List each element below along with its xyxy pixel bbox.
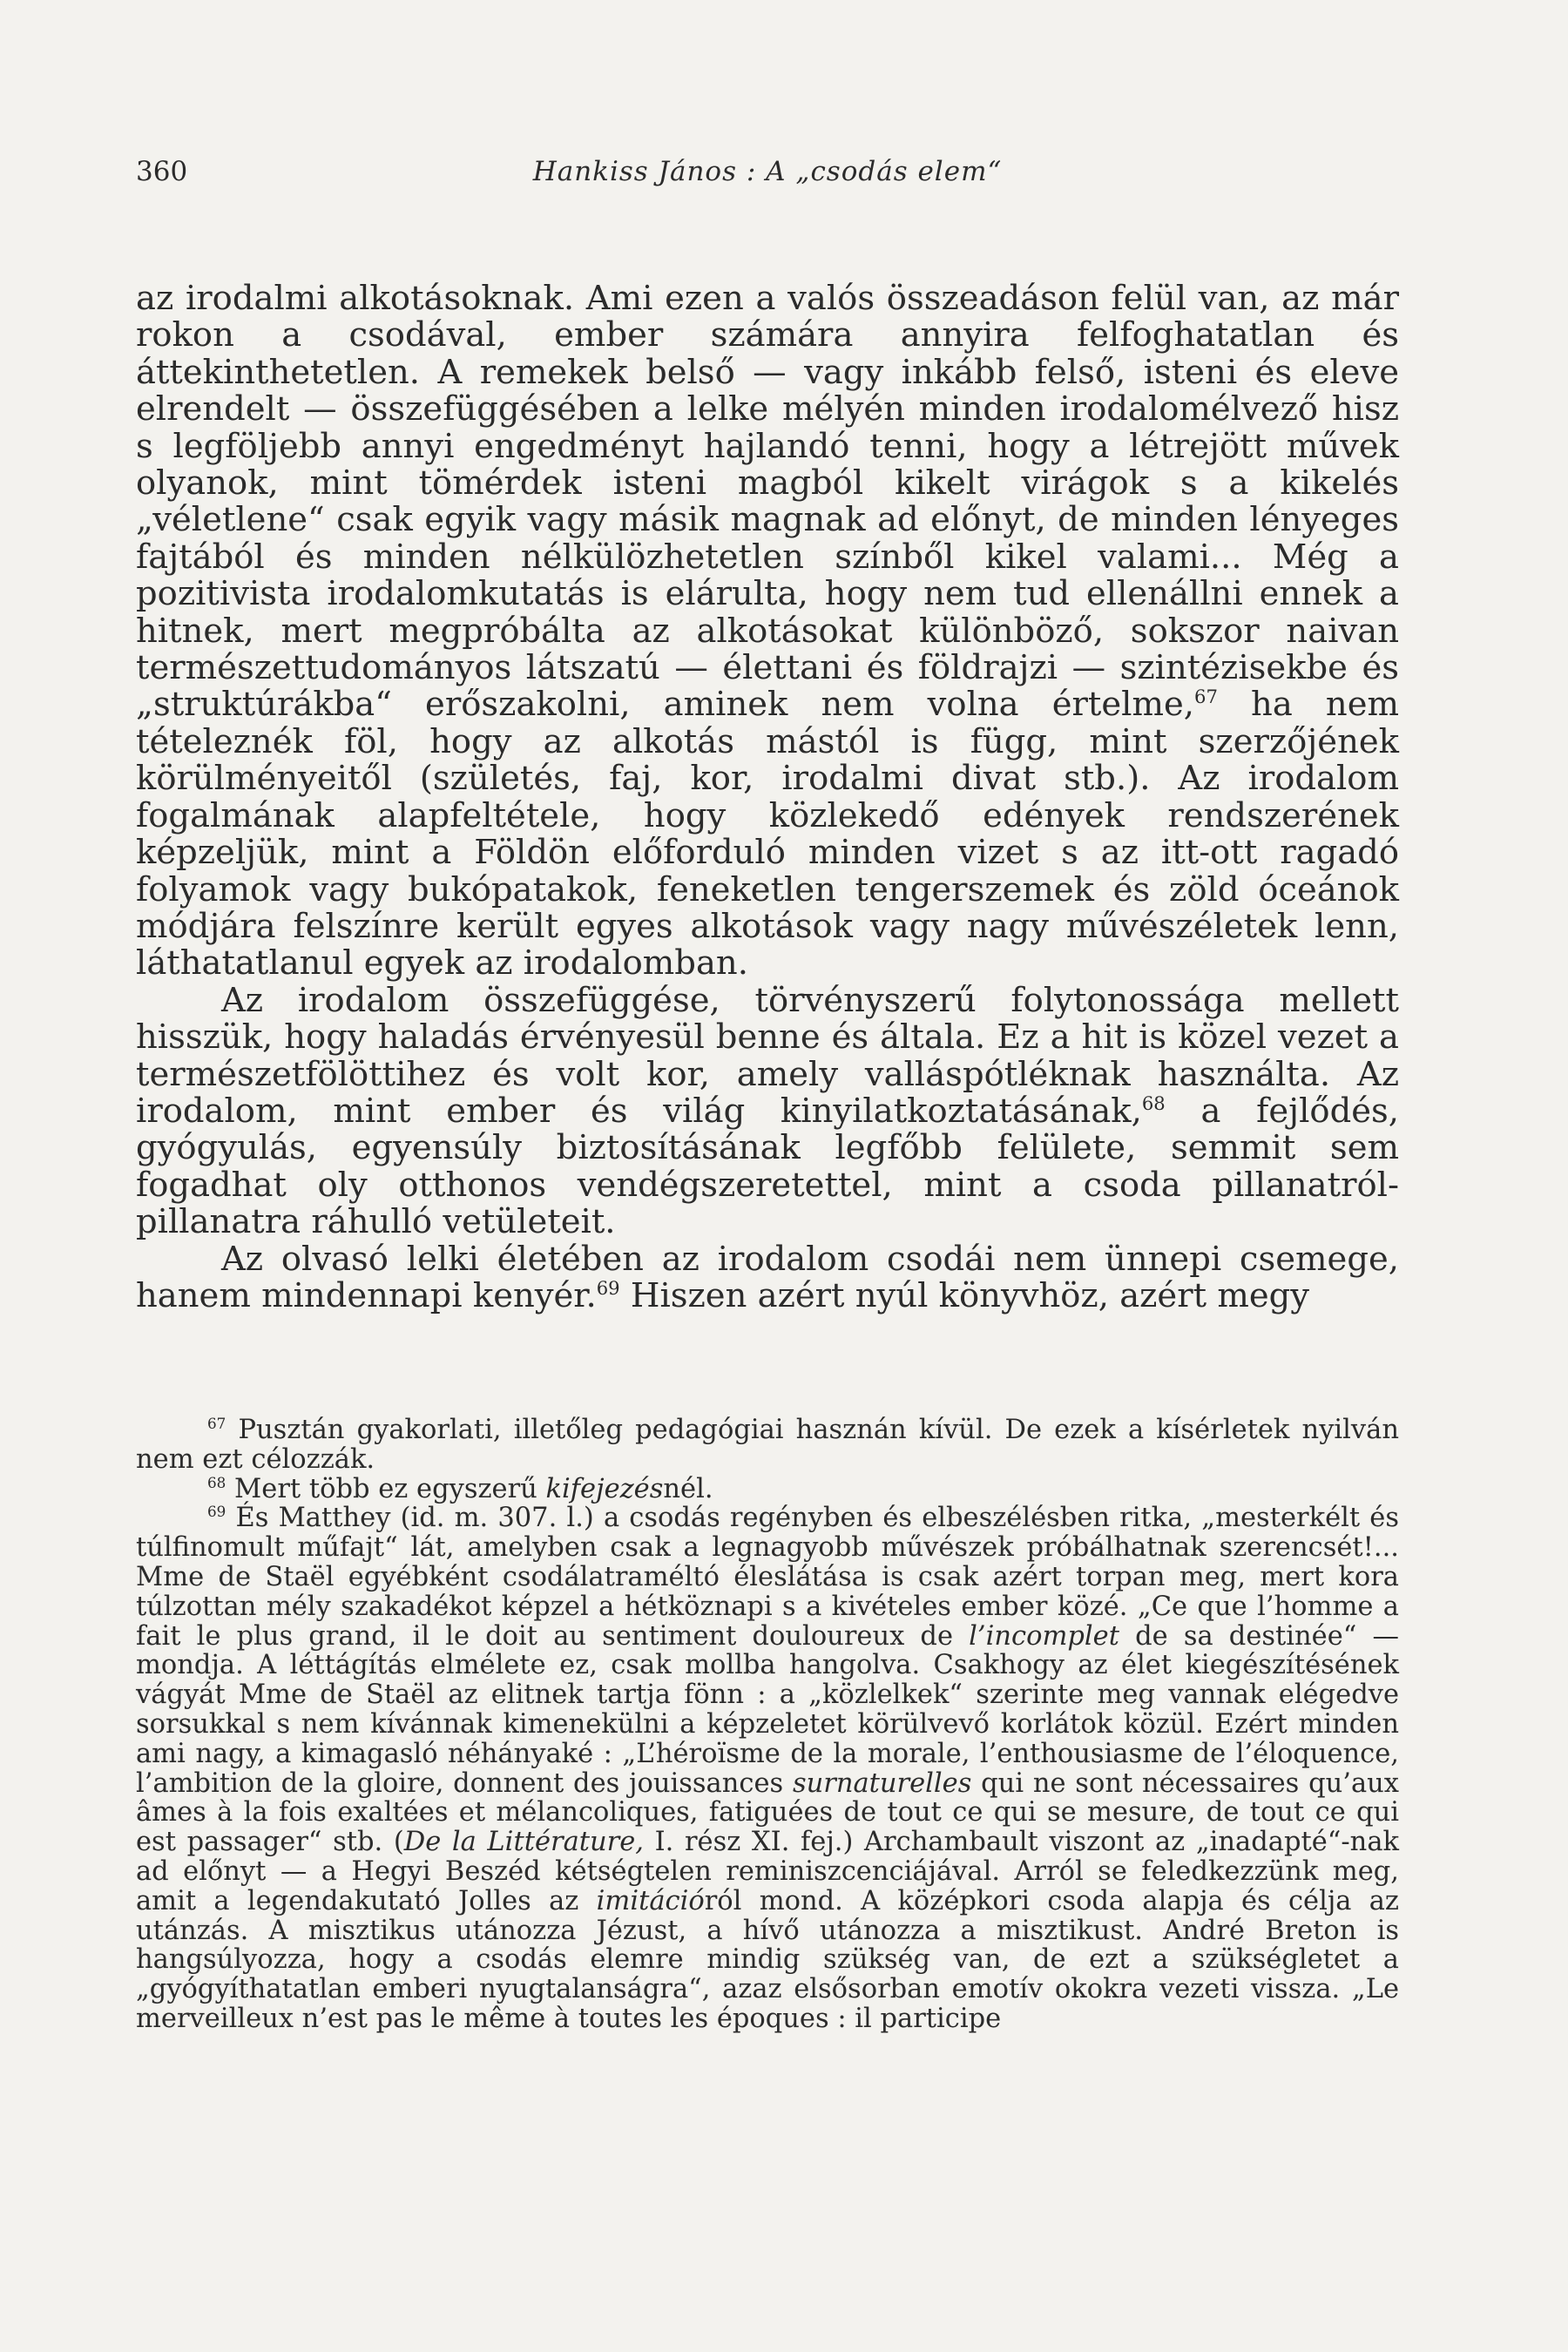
paragraph-1-part-a: az irodalmi alkotásoknak. Ami ezen a valós összeadáson felül van, az már rokon a csodával, ember számára annyira felfoghatatlan és áttekinthetetlen. A remekek belső — vagy inkább felső, isteni és eleve elrendelt — összefüggésében a lelke mélyén minden irodalomélvező hisz s legföljebb annyi engedményt hajlandó tenni, hogy a létrejött művek olyanok, mint tömérdek isteni magból kikelt virágok s a kikelés „véletlene“ csak egyik vagy másik magnak ad előnyt, de minden lényeges fajtából és minden nélkülözhetetlen színből kikel valami... Még a pozitivista irodalomkutatás is elárulta, hogy nem tud ellenállni ennek a hitnek, mert megpróbálta az alkotásokat különböző, sokszor naivan természettudományos látszatú — élettani és földrajzi — szintézisekbe és „struktúrákba“ erőszakolni, aminek nem volna értelme, xyxy=(136,279,1399,725)
footnote-69-italic-2: surnaturelles xyxy=(792,1767,972,1799)
footnote-67-number: 67 xyxy=(207,1414,226,1432)
paragraph-3 xyxy=(136,1241,1399,1315)
footnote-ref-69: 69 xyxy=(596,1277,620,1300)
footnote-69-italic-4: imitáció xyxy=(596,1885,705,1916)
footnote-69-text-3: qui ne sont nécessaires qu’aux âmes à la fois exaltées et mélancoliques, fatiguées de tout ce qui se mesure, de tout ce qui est passager“ stb. ( xyxy=(136,1767,1399,1858)
footnote-69 xyxy=(136,1504,1399,2033)
main-text xyxy=(136,280,1399,1315)
page-number: 360 xyxy=(136,156,188,187)
footnote-69-italic-1: l’incomplet xyxy=(969,1620,1119,1652)
paragraph-2-part-b: a fejlődés, gyógyulás, egyensúly biztosításának legfőbb felülete, semmit sem fogadhat oly otthonos vendégszeretettel, mint a csoda pillanatról-pillanatra ráhulló vetületeit. xyxy=(136,1091,1399,1242)
footnote-ref-68: 68 xyxy=(1141,1092,1166,1115)
footnote-69-text-4: I. rész XI. fej.) Archambault viszont az „inadapté“-nak ad előnyt — a Hegyi Beszéd kétségtelen reminiszcenciájával. Arról se feledkezzünk meg, amit a legendakutató Jolles az xyxy=(136,1827,1399,1916)
paragraph-1-part-b: ha nem tételeznék föl, hogy az alkotás mástól is függ, mint szerzőjének körülményeitől (születés, faj, kor, irodalmi divat stb.). Az irodalom fogalmának alapfeltétele, hogy közlekedő edények rendszerének képzeljük, mint a Földön előforduló minden vizet s az itt-ott ragadó folyamok vagy bukópatakok, feneketlen tengerszemek és zöld óceánok módjára felszínre került egyes alkotások vagy nagy művészéletek lenn, láthatatlanul egyek az irodalomban. xyxy=(136,685,1399,983)
paragraph-2 xyxy=(136,980,1399,1242)
footnote-69-text-5: ról mond. A középkori csoda alapja és célja az utánzás. A misztikus utánozza Jézust, a hívő utánozza a misztikust. André Breton is hangsúlyozza, hogy a csodás elemre mindig szükség van, de ezt a szükségletet a „gyógyíthatatlan emberi nyugtalanságra“, azaz elsősorban emotív okokra vezeti vissza. „Le merveilleux n’est pas le même à toutes les époques : il participe xyxy=(136,1885,1400,2034)
footnote-67 xyxy=(136,1416,1399,1475)
footnote-ref-67: 67 xyxy=(1194,686,1218,708)
footnote-68-text-2: nél. xyxy=(663,1473,713,1504)
footnote-69-italic-3: De la Littérature, xyxy=(403,1827,644,1858)
footnote-67-text: Pusztán gyakorlati, illetőleg pedagógiai hasznán kívül. De ezek a kísérletek nyilván nem ezt célozzák. xyxy=(136,1415,1399,1475)
footnote-68-text-1: Mert több ez egyszerű xyxy=(226,1473,546,1504)
footnote-69-text-2: de sa destinée“ — mondja. A léttágítás elmélete ez, csak mollba hangolva. Csakhogy az élet kiegészítésének vágyát Mme de Staël az elitnek tartja fönn : a „közlelkek“ szerinte meg vannak elégedve sorsukkal s nem kívánnak kimenekülni a képzeletet körülvevő korlátok közül. Ezért minden ami nagy, a kimagasló néhányaké : „L’héroïsme de la morale, l’enthousiasme de l’éloquence, l’ambition de la gloire, donnent des jouissances xyxy=(136,1620,1400,1799)
paragraph-3-part-b: Hiszen azért nyúl könyvhöz, azért megy xyxy=(619,1275,1310,1315)
footnote-69-text-1: És Matthey (id. m. 307. l.) a csodás regényben és elbeszélésben ritka, „mesterkélt és túlfinomult műfajt“ lát, amelyben csak a legnagyobb művészek próbálhatnak szerencsét!... Mme de Staël egyébként csodálatraméltó éleslátása is csak azért torpan meg, mert kora túlzottan mély szakadékot képzel a hétköznapi s a kivételes ember közé. „Ce que l’homme a fait le plus grand, il le doit au sentiment douloureux de xyxy=(136,1503,1399,1652)
footnote-68 xyxy=(136,1475,1399,1504)
footnotes xyxy=(136,1416,1399,2034)
running-title: Hankiss János : A „csodás elem“ xyxy=(532,156,1003,187)
footnote-69-number: 69 xyxy=(207,1503,226,1521)
footnote-68-italic: kifejezés xyxy=(545,1473,664,1504)
footnote-68-number: 68 xyxy=(207,1473,226,1491)
paragraph-1 xyxy=(136,280,1399,983)
page-header xyxy=(136,150,1399,193)
paragraph-2-part-a: Az irodalom összefüggése, törvényszerű folytonossága mellett hisszük, hogy haladás érvényesül benne és általa. Ez a hit is közel vezet a természetfölöttihez és volt kor, amely valláspótléknak használta. Az irodalom, mint ember és világ kinyilatkoztatásának, xyxy=(136,980,1399,1131)
paragraph-3-part-a: Az olvasó lelki életében az irodalom csodái nem ünnepi csemege, hanem mindennapi kenyér. xyxy=(136,1239,1399,1315)
